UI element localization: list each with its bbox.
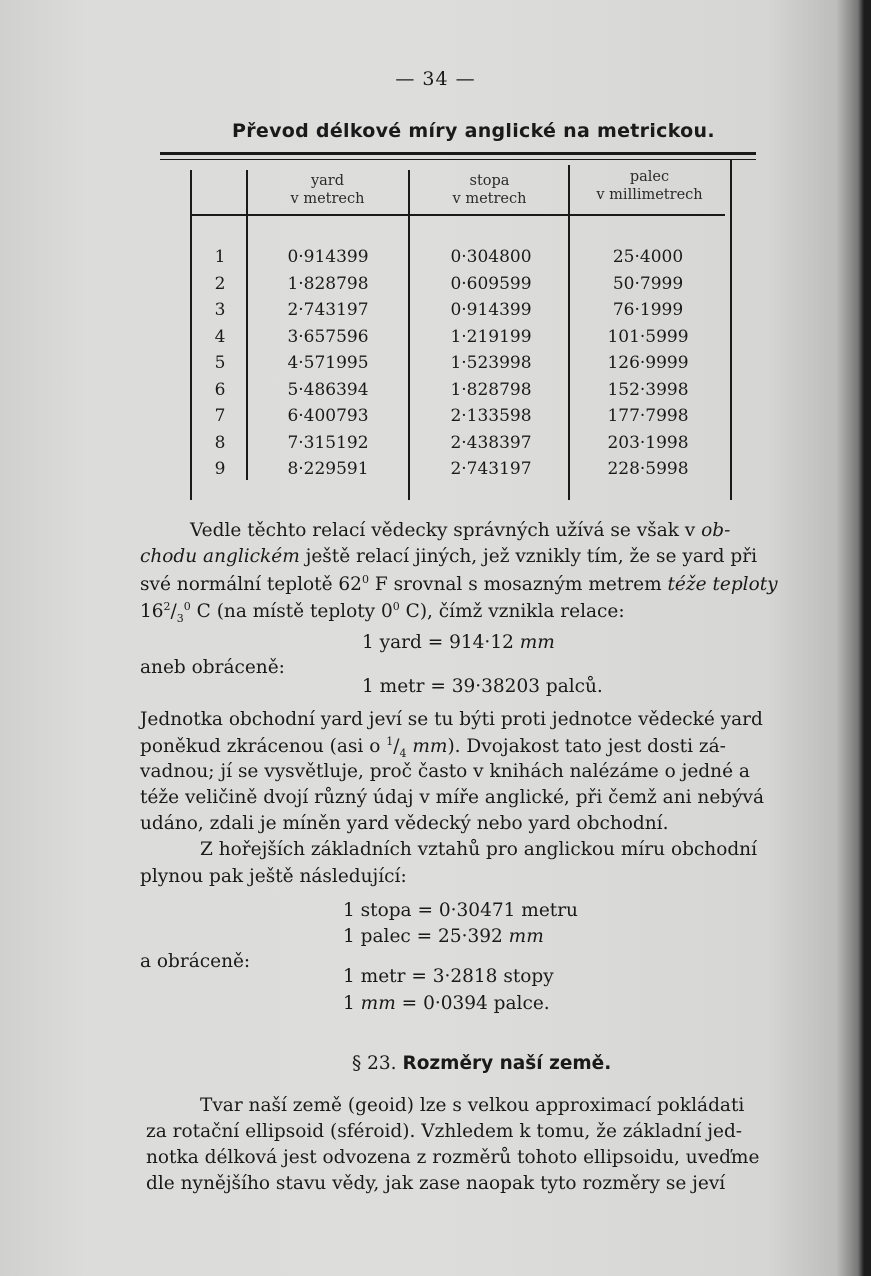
row-number: 2 [214,273,226,294]
stopa-value: 2·438397 [450,432,532,453]
para2-line4: téže veličině dvojí různý údaj v míře anglické, při čemž ani nebývá [140,787,765,808]
para1-line2: chodu anglickém ještě relací jiných, jež vznikly tím, že se yard při [140,546,758,567]
equation-yard: 1 yard = 914·12 mm [362,632,555,653]
palec-value: 228·5998 [607,459,689,479]
row-number: 4 [214,326,226,347]
yard-value: 0·914399 [287,247,369,267]
row-number: 6 [214,379,226,400]
table-top-rule-thick [160,152,756,155]
para1-line3: své normální teplotě $62^0$ F srovnal s mosazným metrem téže teploty [140,573,778,596]
table-header-rule [192,214,725,216]
palec-value: 177·7998 [607,406,689,426]
equation-metr: 1 metr = 39·38203 palců. [362,676,603,697]
yard-value: 3·657596 [287,326,369,347]
stopa-value: 0·609599 [450,273,532,294]
para2-line5: udáno, zdali je míněn yard vědecký nebo yard obchodní. [140,813,669,834]
para1-line1: Vedle těchto relací vědecky správných užívá se však v ob- [190,520,731,541]
equation-stopa: 1 stopa = 0·30471 metru [343,900,578,921]
table-row [0,244,871,271]
row-number: 8 [214,432,226,453]
palec-value: 25·4000 [612,247,684,267]
para3-line2: plynou pak ještě následující: [140,866,407,887]
para4-line4: dle nynějšího stavu vědy, jak zase naopak tyto rozměry se jeví [146,1173,726,1194]
palec-value: 76·1999 [612,300,684,320]
para2-line3: vadnou; jí se vysvětluje, proč často v knihách nalézáme o jedné a [140,761,750,782]
stopa-value: 1·219199 [450,326,532,347]
row-number: 5 [214,353,226,373]
table-row [0,456,871,483]
stopa-value: 1·523998 [450,353,532,373]
table-row [0,271,871,298]
para4-line2: za rotační ellipsoid (sféroid). Vzhledem k tomu, že základní jed- [146,1121,743,1142]
table-row [0,350,871,377]
equation-mm-palce: 1 mm = 0·0394 palce. [343,993,550,1014]
palec-value: 101·5999 [607,326,689,347]
para2-line1: Jednotka obchodní yard jeví se tu býti proti jednotce vědecké yard [140,709,763,730]
table-row [0,297,871,324]
colhead-yard: yard v metrech [290,173,365,207]
palec-value: 50·7999 [612,273,684,294]
yard-value: 2·743197 [287,300,369,320]
equation-metr-stopy: 1 metr = 3·2818 stopy [343,966,554,987]
row-number: 7 [214,406,226,426]
yard-value: 6·400793 [287,406,369,426]
page-number: — 34 — [395,68,476,90]
table-top-rule-thin [160,159,756,160]
row-number: 3 [214,300,226,320]
para3-line1: Z hořejších základních vztahů pro anglickou míru obchodní [200,839,758,860]
para2-line2: poněkud zkrácenou (asi o $^1/_4$ mm). Dvojakost tato jest dosti zá- [140,735,726,760]
colhead-stopa: stopa v metrech [452,173,527,207]
stopa-value: 2·133598 [450,406,532,426]
row-number: 1 [214,247,226,267]
yard-value: 8·229591 [287,459,369,479]
para4-line3: notka délková jest odvozena z rozměrů tohoto ellipsoidu, uveďme [146,1147,760,1168]
equation-palec: 1 palec = 25·392 mm [343,926,544,947]
yard-value: 1·828798 [287,273,369,294]
table-row [0,377,871,404]
yard-value: 7·315192 [287,432,369,453]
colhead-palec: palec v millimetrech [596,169,703,203]
table-row [0,403,871,430]
row-number: 9 [214,459,226,479]
table-heading: Převod délkové míry anglické na metrickou. [232,120,715,142]
para1-line4: $16^2/_3^0$ C (na místě teploty $0^0$ C), čímž vznikla relace: [140,600,625,625]
stopa-value: 1·828798 [450,379,532,400]
stopa-value: 0·914399 [450,300,532,320]
conversion-label-2: a obráceně: [140,951,251,972]
section-heading: § 23. Rozměry naší země. [352,1053,612,1074]
table-row [0,430,871,457]
palec-value: 203·1998 [607,432,689,453]
palec-value: 152·3998 [607,379,689,400]
conversion-label-1: aneb obráceně: [140,657,285,678]
palec-value: 126·9999 [607,353,689,373]
yard-value: 5·486394 [287,379,369,400]
yard-value: 4·571995 [287,353,369,373]
table-row [0,324,871,351]
stopa-value: 2·743197 [450,459,532,479]
stopa-value: 0·304800 [450,247,532,267]
para4-line1: Tvar naší země (geoid) lze s velkou approximací pokládati [200,1095,745,1116]
